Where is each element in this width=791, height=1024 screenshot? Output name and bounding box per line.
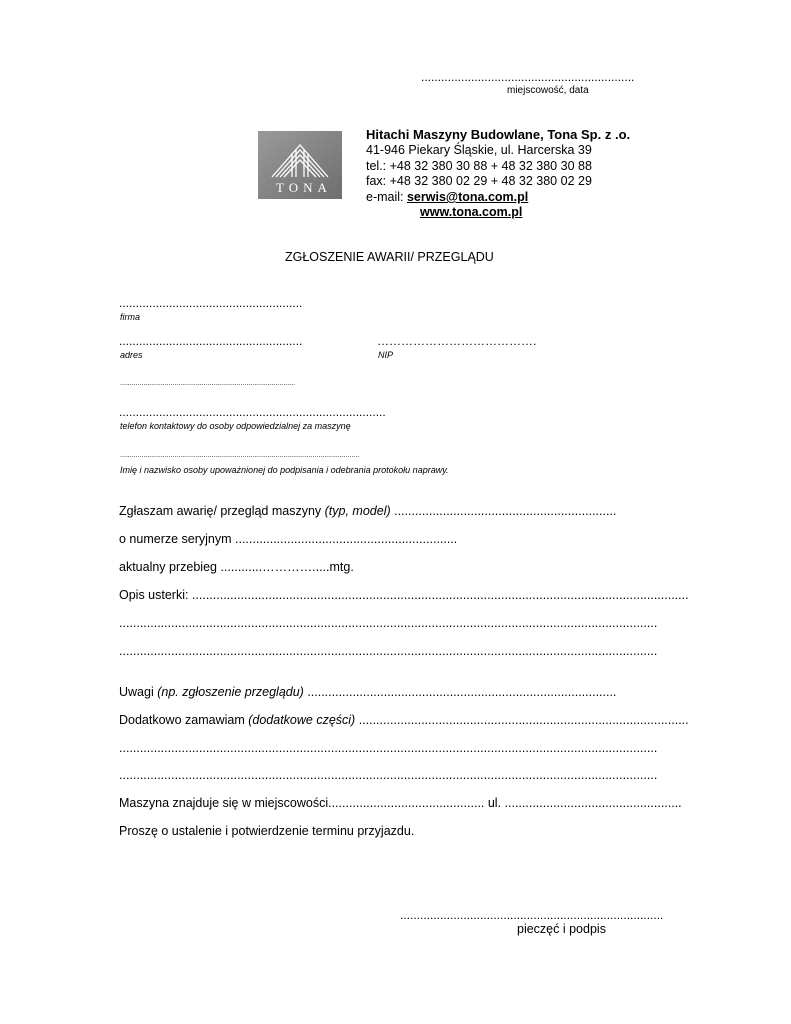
company-fax: fax: +48 32 380 02 29 + 48 32 380 02 29 [366, 174, 592, 188]
firma-label: firma [120, 312, 140, 322]
dodatkowo-line [119, 713, 689, 727]
firma-dots: ....................................................... [119, 296, 303, 310]
dodatkowo-line-3: ........................................................................................................................................................... [119, 768, 658, 782]
nip-dots: …………………………………. [377, 334, 537, 348]
maszyna-line: Maszyna znajduje się w miejscowości............................................. ul. ................................................... [119, 796, 682, 810]
website-link[interactable]: www.tona.com.pl [420, 205, 523, 219]
opis-line-2: ........................................................................................................................................................... [119, 616, 658, 630]
prosze-line: Proszę o ustalenie i potwierdzenie terminu przyjazdu. [119, 824, 415, 838]
numer-line: o numerze seryjnym ................................................................ [119, 532, 458, 546]
zglaszam-line [119, 504, 616, 518]
uwagi-italic: (np. zgłoszenie przeglądu) [157, 685, 304, 699]
zglaszam-text: Zgłaszam awarię/ przegląd maszyny [119, 504, 325, 518]
uwagi-line [119, 685, 616, 699]
przebieg-line: aktualny przebieg ............………….....mtg. [119, 560, 354, 574]
nip-label: NIP [378, 350, 394, 360]
zglaszam-dots: ................................................................ [390, 504, 617, 518]
adres-dots: ....................................................... [119, 334, 303, 348]
opis-line-3: ........................................................................................................................................................... [119, 644, 658, 658]
company-address: 41-946 Piekary Śląskie, ul. Harcerska 39 [366, 143, 592, 157]
email-prefix: e-mail: [366, 190, 407, 204]
osoba-dots: ........................................................................................................................... [120, 452, 360, 459]
dodatkowo-line-2: ........................................................................................................................................................... [119, 741, 658, 755]
opis-line: Opis usterki: ............................................................................................................................................... [119, 588, 689, 602]
adres-label: adres [120, 350, 143, 360]
dodatkowo-italic: (dodatkowe części) [248, 713, 356, 727]
podpis-label: pieczęć i podpis [517, 922, 606, 936]
uwagi-dots: ......................................................................................... [303, 685, 617, 699]
place-date-label: miejscowość, data [507, 85, 589, 96]
telefon-dots: ................................................................................ [119, 405, 386, 419]
tona-logo [258, 131, 342, 199]
adres2-dots: .......................................................................................... [120, 380, 296, 387]
form-title: ZGŁOSZENIE AWARII/ PRZEGLĄDU [285, 250, 494, 264]
logo-text: TONA [276, 180, 332, 195]
company-tel: tel.: +48 32 380 30 88 + 48 32 380 30 88 [366, 159, 592, 173]
place-date-dots: ................................................................ [421, 70, 635, 84]
zglaszam-italic: (typ, model) [324, 504, 391, 518]
company-email-line [366, 190, 528, 204]
telefon-label: telefon kontaktowy do osoby odpowiedzialnej za maszynę [120, 421, 351, 431]
company-name: Hitachi Maszyny Budowlane, Tona Sp. z .o. [366, 127, 631, 142]
uwagi-text: Uwagi [119, 685, 158, 699]
dodatkowo-text: Dodatkowo zamawiam [119, 713, 249, 727]
osoba-label: Imię i nazwisko osoby upoważnionej do podpisania i odebrania protokołu naprawy. [120, 465, 449, 475]
email-link[interactable]: serwis@tona.com.pl [406, 190, 529, 204]
podpis-dots: ............................................................................... [400, 908, 664, 922]
dodatkowo-dots: ............................................................................................... [355, 713, 689, 727]
